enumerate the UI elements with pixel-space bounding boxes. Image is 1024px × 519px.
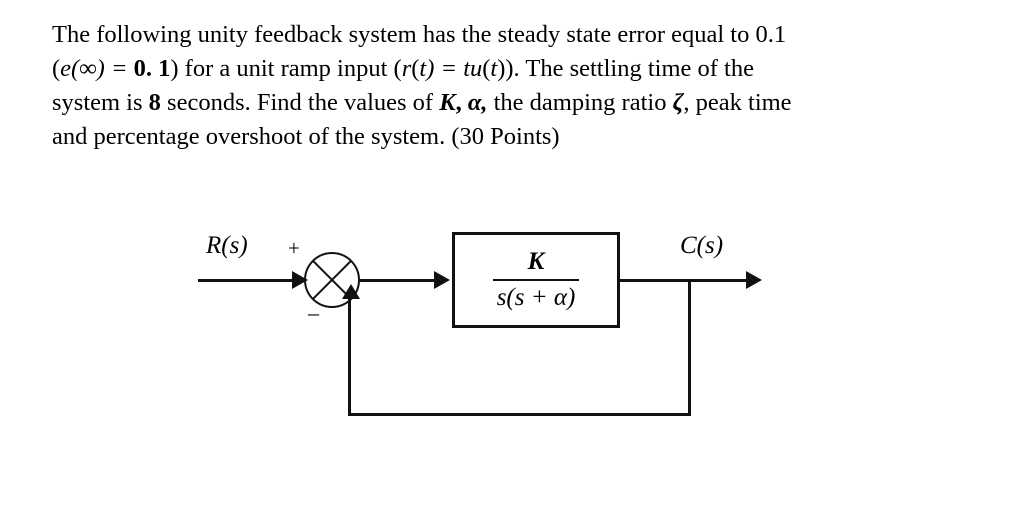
zeta-symbol: ζ xyxy=(672,89,684,116)
transfer-function-denominator: s(s + α) xyxy=(496,284,576,311)
ramp-intro-text: ) for a unit ramp input ( xyxy=(170,55,402,82)
question-line-4: and percentage overshoot of the system. (30 Points) xyxy=(52,123,560,150)
find-values-text: seconds. Find the values of xyxy=(160,89,440,116)
question-line-3 xyxy=(52,86,982,120)
equals-sign: ) = xyxy=(426,55,464,82)
question-line-2 xyxy=(52,52,982,86)
plant-block xyxy=(452,232,620,328)
paren-open: ( xyxy=(52,55,61,82)
question-line-1-text: The following unity feedback system has the steady state error equal to xyxy=(52,21,756,48)
settling-time-intro: )). The settling time of the xyxy=(497,55,754,82)
wire-feedback-up xyxy=(348,296,351,415)
question-text xyxy=(52,18,982,154)
ramp-expression-tu: tu xyxy=(463,55,483,82)
fraction-bar xyxy=(493,279,580,281)
damping-ratio-text: the damping ratio xyxy=(487,89,673,116)
plus-sign-label: + xyxy=(288,236,300,260)
minus-sign-label: – xyxy=(308,300,319,325)
infinity-argument: (∞) = xyxy=(71,55,134,82)
transfer-function xyxy=(493,248,580,312)
time-symbol-2: t xyxy=(490,55,498,82)
arrow-output xyxy=(746,271,762,289)
settling-time-value: 8 xyxy=(148,89,161,116)
wire-feedback-across xyxy=(348,413,691,416)
question-line-1 xyxy=(52,18,982,52)
paren-open-2: ( xyxy=(411,55,420,82)
error-symbol: e xyxy=(60,55,72,82)
steady-state-error-value: 0.1 xyxy=(755,21,787,48)
wire-output xyxy=(618,279,750,282)
paren-open-3: ( xyxy=(482,55,491,82)
arrow-feedback xyxy=(342,284,360,299)
peak-time-text: , peak time xyxy=(683,89,792,116)
ramp-symbol-r: r xyxy=(401,55,412,82)
error-value: 0. 1 xyxy=(133,55,171,82)
alpha-symbol: α, xyxy=(467,89,488,116)
transfer-function-numerator: K xyxy=(527,248,545,275)
input-signal-label: R(s) xyxy=(206,232,248,259)
wire-error xyxy=(360,279,436,282)
time-symbol-1: t xyxy=(419,55,427,82)
block-diagram xyxy=(180,210,820,440)
output-signal-label: C(s) xyxy=(680,232,724,259)
gain-symbol-K: K xyxy=(439,89,456,116)
wire-feedback-down xyxy=(688,279,691,415)
summing-junction xyxy=(304,252,360,308)
system-text: system is xyxy=(52,89,149,116)
wire-input xyxy=(198,279,300,282)
arrow-plant-input xyxy=(434,271,450,289)
comma-separator: , xyxy=(455,89,468,116)
